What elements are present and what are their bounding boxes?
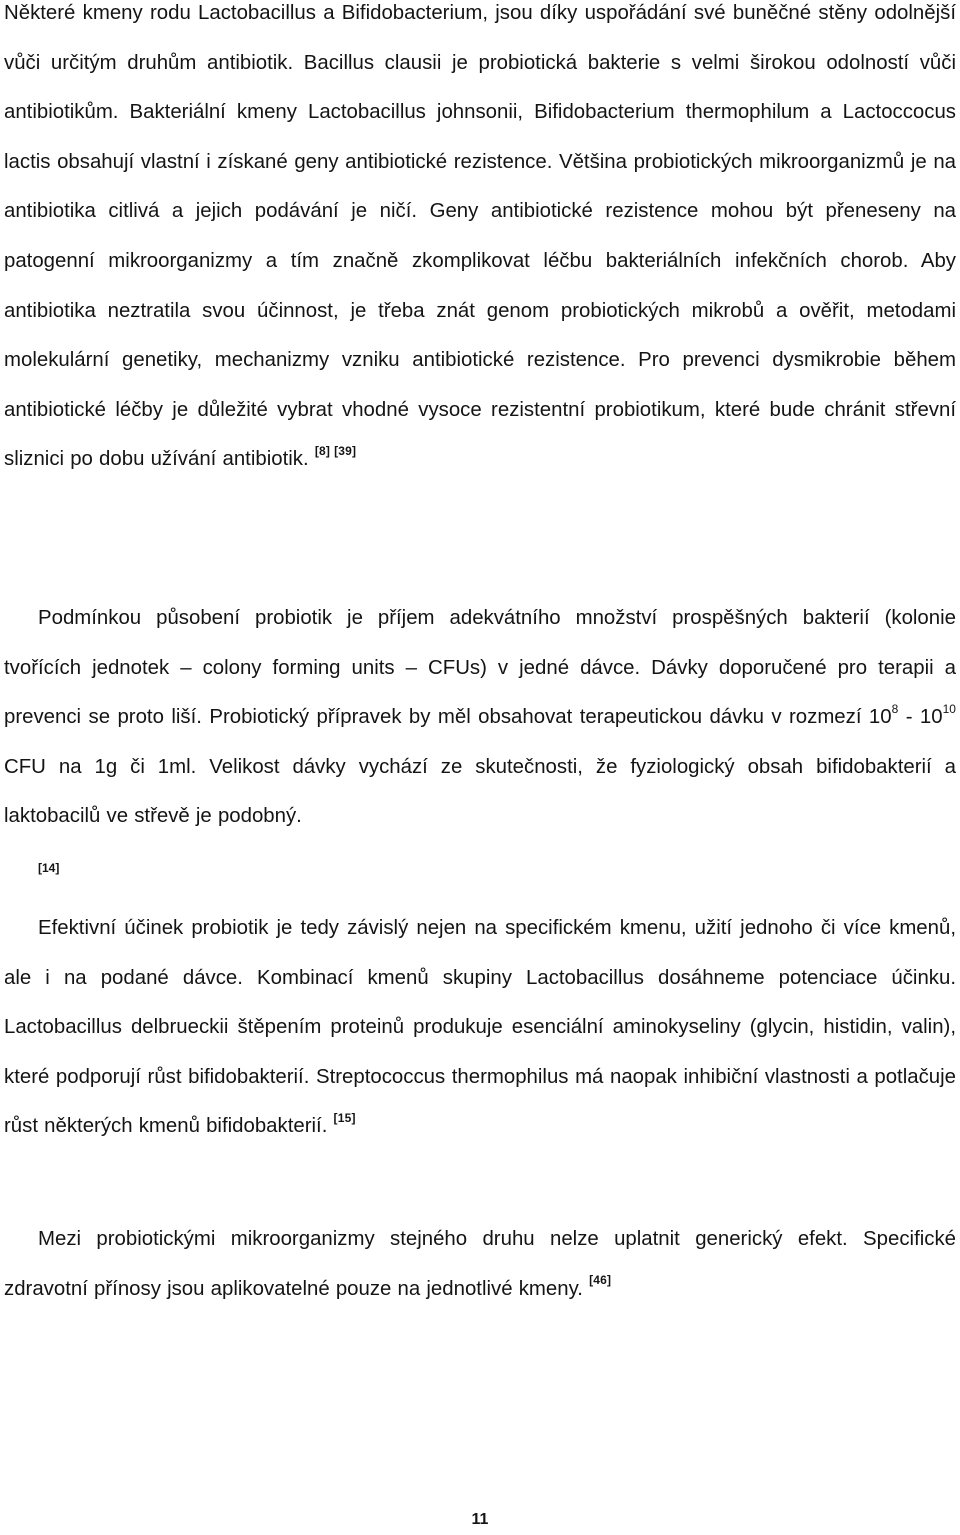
citation-reference: [15] [333, 1110, 356, 1125]
paragraph-text: - 10 [898, 706, 943, 729]
paragraph-antibiotic-resistance [4, 0, 956, 485]
page-number: 11 [471, 1511, 489, 1528]
exponent: 8 [891, 702, 899, 717]
paragraph-text: Podmínkou působení probiotik je příjem adekvátního množství prospěšných bakterií (kolonie tvořících jednotek – colony forming units – CFUs) v jedné dávce. Dávky doporučené pro terapii a prevenci se proto liší. Probiotický přípravek by měl obsahovat terapeutickou dávku v rozmezí 10 [4, 607, 956, 729]
paragraph-effective-strains [4, 904, 956, 1152]
paragraph-text: CFU na 1g či 1ml. Velikost dávky vychází ze skutečnosti, že fyziologický obsah bifidobakterií a laktobacilů ve střevě je podobný. [4, 755, 956, 828]
paragraph-generic-effect [4, 1215, 956, 1314]
paragraph-text: Některé kmeny rodu Lactobacillus a Bifidobacterium, jsou díky uspořádání své buněčné stěny odolnější vůči určitým druhům antibiotik. Bacillus clausii je probiotická bakterie s velmi širokou odolností vůči antibiotikům. Bakteriální kmeny Lactobacillus johnsonii, Bifidobacterium thermophilum a Lactoccocus lactis obsahují vlastní i získané geny antibiotické rezistence. Většina probiotických mikroorganizmů je na antibiotika citlivá a jejich podávání je ničí. Geny antibiotické rezistence mohou být přeneseny na patogenní mikroorganizmy a tím značně zkomplikovat léčbu bakteriálních infekčních chorob. Aby antibiotika neztratila svou účinnost, je třeba znát genom probiotických mikrobů a ověřit, metodami molekulární genetiky, mechanizmy vzniku antibiotické rezistence. Pro prevenci dysmikrobie během antibiotické léčby je důležité vybrat vhodné vysoce rezistentní probiotikum, které bude chránit střevní sliznici po dobu užívání antibiotik. [4, 2, 956, 471]
citation-reference: [8] [39] [314, 443, 357, 458]
paragraph-text: Efektivní účinek probiotik je tedy závislý nejen na specifickém kmenu, užití jednoho či více kmenů, ale i na podané dávce. Kombinací kmenů skupiny Lactobacillus dosáhneme potenciace účinku. Lactobacillus delbrueckii štěpením proteinů produkuje esenciální aminokyseliny (glycin, histidin, valin), které podporují růst bifidobakterií. Streptococcus thermophilus má naopak inhibiční vlastnosti a potlačuje růst některých kmenů bifidobakterií. [4, 917, 956, 1138]
paragraph-text: Mezi probiotickými mikroorganizmy stejného druhu nelze uplatnit generický efekt. Specifické zdravotní přínosy jsou aplikovatelné pouze na jednotlivé kmeny. [4, 1228, 956, 1300]
citation-reference: [46] [589, 1272, 612, 1287]
exponent: 10 [942, 702, 956, 717]
citation-reference: [14] [38, 860, 60, 875]
paragraph-dosage [4, 594, 956, 892]
